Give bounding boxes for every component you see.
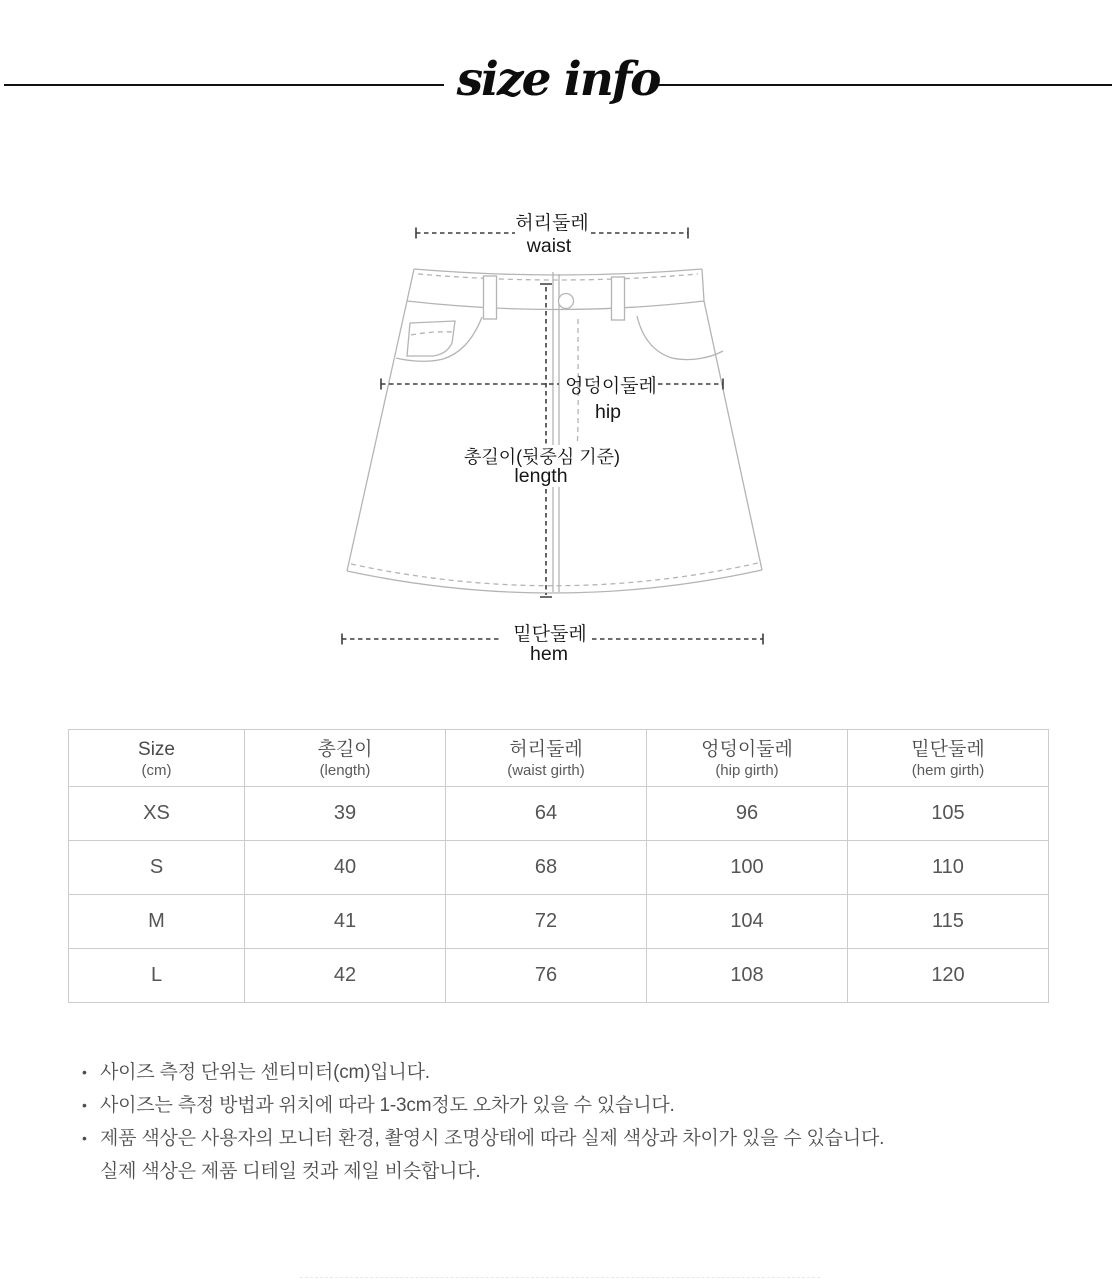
col-header-size-en: (cm)	[141, 761, 172, 779]
cell-m-length: 41	[245, 895, 446, 949]
waist-label-ko: 허리둘레	[515, 213, 589, 234]
hip-label-en: hip	[594, 401, 622, 423]
cell-m-hip: 104	[647, 895, 848, 949]
note-tolerance	[80, 1089, 1080, 1122]
col-header-length-ko: 총길이	[317, 738, 373, 760]
col-header-length-en: (length)	[319, 761, 371, 779]
cell-s-size: S	[69, 841, 245, 895]
cell-l-hip: 108	[647, 949, 848, 1003]
col-header-waist-en: (waist girth)	[507, 761, 585, 779]
cell-s-hip: 100	[647, 841, 848, 895]
coin-pocket-stitch	[411, 332, 453, 335]
cell-s-waist: 68	[446, 841, 647, 895]
skirt-drawing	[347, 269, 762, 593]
bullet-icon: •	[82, 1130, 87, 1146]
hem-edge	[347, 570, 762, 593]
cell-m-hem: 115	[848, 895, 1049, 949]
waist-button	[559, 294, 574, 309]
cell-l-hem: 120	[848, 949, 1049, 1003]
col-header-hem	[848, 730, 1049, 787]
hem-label-ko: 밑단둘레	[513, 624, 587, 645]
col-header-waist	[446, 730, 647, 787]
col-header-hip-ko: 엉덩이둘레	[701, 738, 793, 760]
table-row-xs	[69, 787, 1049, 841]
cell-m-size: M	[69, 895, 245, 949]
col-header-hip-en: (hip girth)	[715, 761, 779, 779]
col-header-size-ko: Size	[138, 738, 175, 760]
table-row-s	[69, 841, 1049, 895]
cell-l-length: 42	[245, 949, 446, 1003]
note-text: 실제 색상은 제품 디테일 컷과 제일 비슷합니다.	[100, 1161, 481, 1182]
note-color-difference	[80, 1122, 1080, 1155]
skirt-side-seam-left	[347, 269, 414, 571]
hem-label-en: hem	[530, 643, 568, 665]
note-color-difference-cont	[80, 1155, 1080, 1188]
note-text: 사이즈는 측정 방법과 위치에 따라 1-3cm정도 오차가 있을 수 있습니다.	[100, 1095, 675, 1116]
note-text: 제품 색상은 사용자의 모니터 환경, 촬영시 조명상태에 따라 실제 색상과 차이가 있을 수 있습니다.	[100, 1128, 885, 1149]
coin-pocket	[407, 321, 455, 356]
waistband-bottom-edge	[407, 301, 704, 310]
cell-xs-length: 39	[245, 787, 446, 841]
cell-xs-hem: 105	[848, 787, 1049, 841]
belt-loop-left	[484, 276, 497, 319]
cell-s-length: 40	[245, 841, 446, 895]
next-section-cutoff-edge	[300, 1277, 820, 1278]
skirt-side-seam-right	[702, 269, 762, 570]
col-header-size	[69, 730, 245, 787]
col-header-hip	[647, 730, 848, 787]
note-measure-unit	[80, 1056, 1080, 1089]
page-title: size info	[456, 52, 660, 107]
hip-label-ko: 엉덩이둘레	[565, 376, 657, 397]
notes-list	[80, 1056, 1080, 1188]
cell-l-waist: 76	[446, 949, 647, 1003]
waist-label-en: waist	[526, 235, 572, 257]
pocket-scoop-right	[637, 316, 723, 360]
cell-xs-hip: 96	[647, 787, 848, 841]
size-table	[68, 729, 1049, 1003]
bullet-icon: •	[82, 1097, 87, 1113]
bullet-icon: •	[82, 1064, 87, 1080]
col-header-hem-ko: 밑단둘레	[911, 738, 985, 760]
cell-m-waist: 72	[446, 895, 647, 949]
col-header-length	[245, 730, 446, 787]
col-header-hem-en: (hem girth)	[911, 761, 985, 779]
cell-xs-waist: 64	[446, 787, 647, 841]
cell-l-size: L	[69, 949, 245, 1003]
col-header-waist-ko: 허리둘레	[509, 738, 583, 760]
size-table-header-row	[69, 730, 1049, 787]
table-row-m	[69, 895, 1049, 949]
length-label-en: length	[514, 465, 568, 487]
waistband-top-edge	[414, 269, 702, 275]
belt-loop-right	[612, 277, 625, 320]
cell-s-hem: 110	[848, 841, 1049, 895]
cell-xs-size: XS	[69, 787, 245, 841]
note-text: 사이즈 측정 단위는 센티미터(cm)입니다.	[100, 1062, 430, 1083]
table-row-l	[69, 949, 1049, 1003]
length-label-ko: 총길이(뒷중심 기준)	[463, 447, 621, 467]
